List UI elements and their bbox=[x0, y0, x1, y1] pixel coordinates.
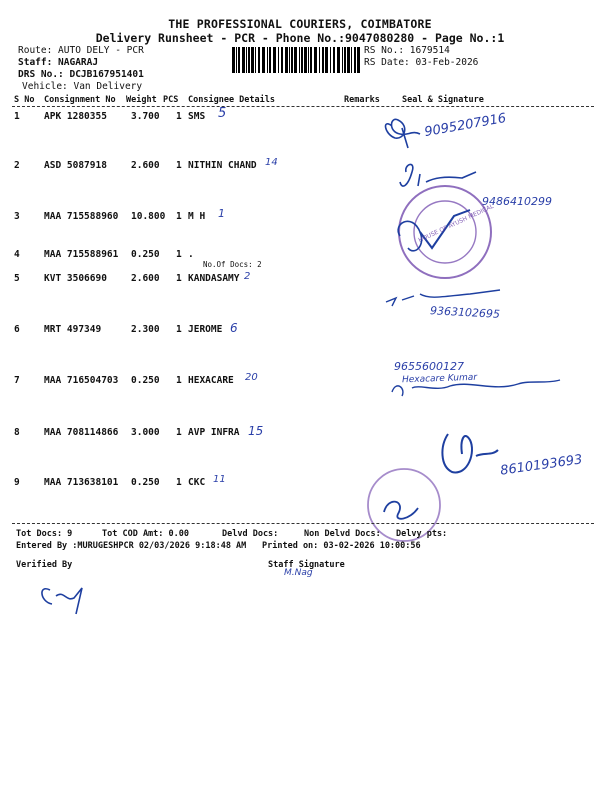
entered-by: Entered By :MURUGESHPCR 02/03/2026 9:18:48 AM bbox=[16, 541, 247, 551]
row-note: 6 bbox=[230, 321, 238, 335]
staff-label: Staff: NAGARAJ bbox=[18, 57, 99, 68]
row-consignee: KANDASAMY bbox=[188, 273, 240, 284]
row-consignment: MAA 713638101 bbox=[44, 477, 119, 488]
handwritten-name-row7: Hexacare Kumar bbox=[401, 372, 478, 386]
row-pcs: 1 bbox=[176, 249, 182, 260]
row-sno: 7 bbox=[14, 375, 20, 386]
row-note: 11 bbox=[213, 474, 226, 485]
rs-number: RS No.: 1679514 bbox=[364, 45, 450, 56]
row-sno: 8 bbox=[14, 427, 20, 438]
row-pcs: 1 bbox=[176, 427, 182, 438]
handwritten-phone-2: 9486410299 bbox=[482, 195, 552, 208]
col-pcs: PCS bbox=[163, 95, 179, 105]
company-title: THE PROFESSIONAL COURIERS, COIMBATORE bbox=[168, 17, 432, 31]
col-seal-signature: Seal & Signature bbox=[402, 95, 484, 105]
row-pcs: 1 bbox=[176, 111, 182, 122]
row-consignment: MAA 715588961 bbox=[44, 249, 119, 260]
row5-signature bbox=[386, 290, 500, 306]
row-weight: 3.700 bbox=[131, 111, 160, 122]
row-consignee: . bbox=[188, 249, 194, 260]
row-sno: 1 bbox=[14, 111, 20, 122]
row2-signature bbox=[400, 164, 476, 186]
verified-by-label: Verified By bbox=[16, 560, 73, 570]
row-note: 2 bbox=[244, 271, 251, 282]
handwritten-phone-3: 9363102695 bbox=[429, 304, 501, 321]
verified-signature bbox=[42, 588, 82, 614]
row-pcs: 1 bbox=[176, 211, 182, 222]
row-consignee: SMS bbox=[188, 111, 206, 122]
row-consignee: M H bbox=[188, 211, 206, 222]
row-sno: 3 bbox=[14, 211, 20, 222]
staff-signature-label: Staff Signature bbox=[268, 560, 345, 570]
row-weight: 0.250 bbox=[131, 249, 160, 260]
row8-signature bbox=[442, 434, 498, 472]
row-consignee: AVP INFRA bbox=[188, 427, 240, 438]
handwritten-phone-1: 9095207916 bbox=[423, 110, 508, 141]
drs-label: DRS No.: DCJB167951401 bbox=[18, 69, 144, 80]
row-consignment: MAA 715588960 bbox=[44, 211, 119, 222]
handwritten-phone-4: 9655600127 bbox=[394, 360, 464, 373]
row-weight: 2.600 bbox=[131, 273, 160, 284]
row-sno: 4 bbox=[14, 249, 20, 260]
row-pcs: 1 bbox=[176, 375, 182, 386]
row-note: 14 bbox=[265, 157, 278, 168]
delivered-docs: Delvd Docs: bbox=[222, 529, 279, 539]
route-label: Route: AUTO DELY - PCR bbox=[18, 45, 144, 56]
row-consignment: ASD 5087918 bbox=[44, 160, 107, 171]
staff-signature-ink: M.Nag bbox=[284, 568, 313, 578]
row-weight: 0.250 bbox=[131, 477, 160, 488]
col-weight: Weight bbox=[126, 95, 157, 105]
row-consignment: MRT 497349 bbox=[44, 324, 102, 335]
vehicle-label: Vehicle: Van Delivery bbox=[22, 81, 143, 92]
row-consignment: APK 1280355 bbox=[44, 111, 107, 122]
row-consignee: NITHIN CHAND bbox=[188, 160, 257, 171]
total-cod-amount: Tot COD Amt: 0.00 bbox=[102, 529, 189, 539]
non-delivered-docs: Non Delvd Docs: bbox=[304, 529, 381, 539]
row-pcs: 1 bbox=[176, 273, 182, 284]
row-consignee: JEROME bbox=[188, 324, 223, 335]
col-remarks: Remarks bbox=[344, 95, 380, 105]
row-weight: 2.600 bbox=[131, 160, 160, 171]
col-consignee: Consignee Details bbox=[188, 95, 275, 105]
rs-date: RS Date: 03-Feb-2026 bbox=[364, 57, 479, 68]
row-note: 15 bbox=[248, 424, 264, 438]
stamp-text: HOUSE OF AYUSH MEDICAL bbox=[417, 202, 495, 245]
row-consignment: MAA 716504703 bbox=[44, 375, 119, 386]
row-consignment: KVT 3506690 bbox=[44, 273, 107, 284]
row-note: 5 bbox=[218, 106, 227, 121]
printed-on: Printed on: 03-02-2026 10:00:56 bbox=[262, 541, 421, 551]
row-consignee: HEXACARE bbox=[188, 375, 234, 386]
delivery-points: Delvy pts: bbox=[396, 529, 448, 539]
row-doc-count: No.Of Docs: 2 bbox=[203, 260, 262, 269]
row-consignment: MAA 708114866 bbox=[44, 427, 119, 438]
row-note: 20 bbox=[245, 372, 258, 383]
handwritten-phone-5: 8610193693 bbox=[499, 452, 584, 479]
row-sno: 9 bbox=[14, 477, 20, 488]
footer-divider bbox=[12, 523, 594, 524]
col-sno: S No bbox=[14, 95, 35, 105]
row-sno: 5 bbox=[14, 273, 20, 284]
runsheet-subtitle: Delivery Runsheet - PCR - Phone No.:9047080280 - Page No.:1 bbox=[95, 31, 505, 45]
row-sno: 6 bbox=[14, 324, 20, 335]
row-pcs: 1 bbox=[176, 160, 182, 171]
row-weight: 0.250 bbox=[131, 375, 160, 386]
total-docs: Tot Docs: 9 bbox=[16, 529, 73, 539]
row-pcs: 1 bbox=[176, 324, 182, 335]
row-weight: 3.000 bbox=[131, 427, 160, 438]
row-weight: 10.800 bbox=[131, 211, 166, 222]
row-sno: 2 bbox=[14, 160, 20, 171]
col-consignment: Consignment No bbox=[44, 95, 116, 105]
row-consignee: CKC bbox=[188, 477, 206, 488]
row-note: 1 bbox=[218, 207, 225, 220]
row-pcs: 1 bbox=[176, 477, 182, 488]
row1-signature bbox=[386, 119, 420, 148]
row-weight: 2.300 bbox=[131, 324, 160, 335]
